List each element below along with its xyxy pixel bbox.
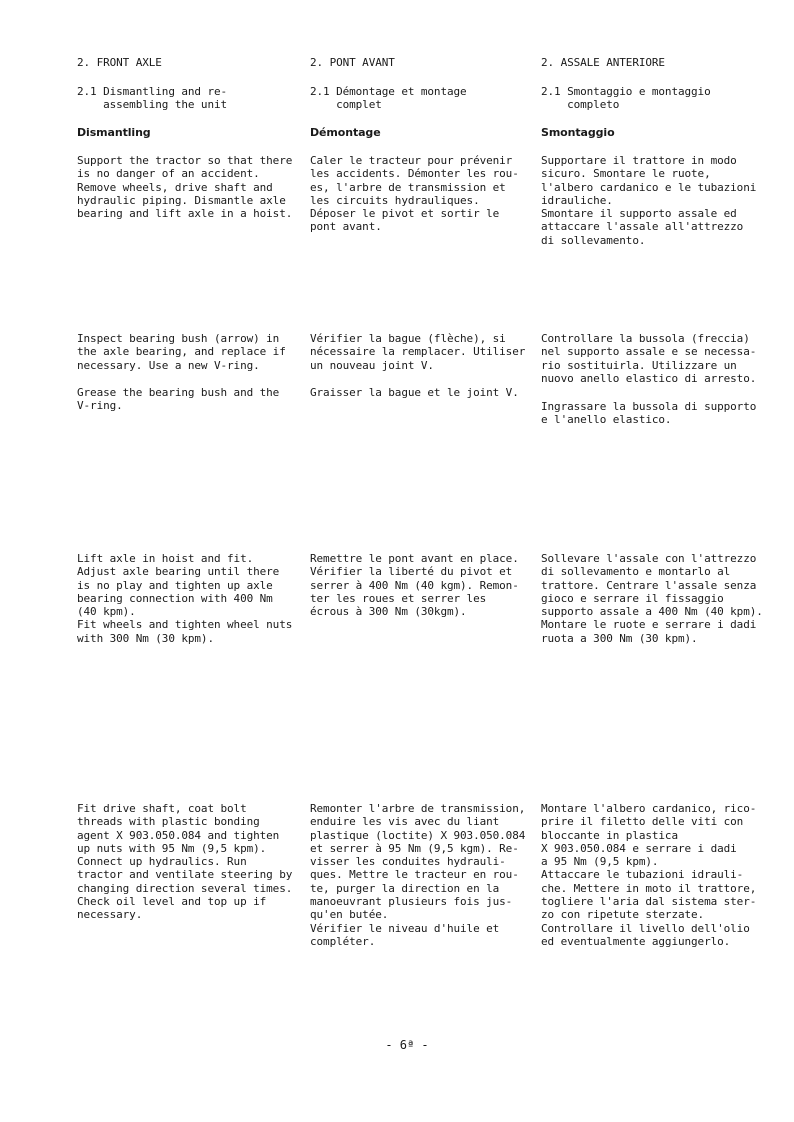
paragraph-grease: Grease the bearing bush and the V-ring. [77, 386, 280, 413]
paragraph-drive-shaft: Montare l'albero cardanico, rico- prire il filetto delle viti con bloccante in plastica X 903.050.084 e serrare i dadi a 95 Nm (9,5 kpm). Attaccare le tubazioni idrauli- che. Mettere in moto il trattore, togliere l'aria dal sistema ster- zo con ripetute sterzate. Controllare il livello dell'olio ed eventualmente aggiungerlo. [541, 802, 757, 948]
paragraph-support: Caler le tracteur pour prévenir les accidents. Démonter les rou- es, l'arbre de transmission et les circuits hydrauliques. Déposer le pivot et sortir le pont avant. [310, 154, 519, 234]
subheading: Démontage [310, 126, 381, 139]
paragraph-drive-shaft: Remonter l'arbre de transmission, enduire les vis avec du liant plastique (loctite) X 903.050.084 et serrer à 95 Nm (9,5 kgm). Re- visser les conduites hydrauli- ques. Mettre le tracteur en rou- te, purger la direction en la manoeuvrant plusieurs fois jus- qu'en butée. Vérifier le niveau d'huile et compléter. [310, 802, 526, 948]
paragraph-drive-shaft: Fit drive shaft, coat bolt threads with plastic bonding agent X 903.050.084 and tighten up nuts with 95 Nm (9,5 kpm). Connect up hydraulics. Run tractor and ventilate steering by changing direction several times. Check oil level and top up if necessary. [77, 802, 293, 922]
paragraph-inspect: Inspect bearing bush (arrow) in the axle bearing, and replace if necessary. Use a new V-ring. [77, 332, 286, 372]
page-number: - 6ª - [385, 1038, 429, 1052]
paragraph-refit: Lift axle in hoist and fit. Adjust axle bearing until there is no play and tighten up axle bearing connection with 400 Nm (40 kpm). Fit wheels and tighten wheel nuts with 300 Nm (30 kpm). [77, 552, 293, 645]
paragraph-grease: Graisser la bague et le joint V. [310, 386, 519, 399]
subheading: Dismantling [77, 126, 151, 139]
paragraph-refit: Sollevare l'assale con l'attrezzo di sollevamento e montarlo al trattore. Centrare l'assale senza gioco e serrare il fissaggio supporto assale a 400 Nm (40 kpm). Montare le ruote e serrare i dadi ruota a 300 Nm (30 kpm). [541, 552, 763, 645]
paragraph-support: Supportare il trattore in modo sicuro. Smontare le ruote, l'albero cardanico e le tubazioni idrauliche. Smontare il supporto assale ed attaccare l'assale all'attrezzo di sollevamento. [541, 154, 757, 247]
section-title: 2. FRONT AXLE [77, 56, 162, 69]
subsection-title: 2.1 Démontage et montage complet [310, 85, 467, 112]
subsection-title: 2.1 Dismantling and re- assembling the unit [77, 85, 228, 112]
paragraph-inspect: Controllare la bussola (freccia) nel supporto assale e se necessa- rio sostituirla. Utilizzare un nuovo anello elastico di arresto. [541, 332, 757, 385]
subheading: Smontaggio [541, 126, 615, 139]
paragraph-grease: Ingrassare la bussola di supporto e l'anello elastico. [541, 400, 757, 427]
paragraph-refit: Remettre le pont avant en place. Vérifier la liberté du pivot et serrer à 400 Nm (40 kgm). Remon- ter les roues et serrer les écrous à 300 Nm (30kgm). [310, 552, 519, 619]
paragraph-support: Support the tractor so that there is no danger of an accident. Remove wheels, drive shaft and hydraulic piping. Dismantle axle bearing and lift axle in a hoist. [77, 154, 293, 221]
subsection-title: 2.1 Smontaggio e montaggio completo [541, 85, 711, 112]
paragraph-inspect: Vérifier la bague (flèche), si nécessaire la remplacer. Utiliser un nouveau joint V. [310, 332, 526, 372]
section-title: 2. ASSALE ANTERIORE [541, 56, 665, 69]
section-title: 2. PONT AVANT [310, 56, 395, 69]
